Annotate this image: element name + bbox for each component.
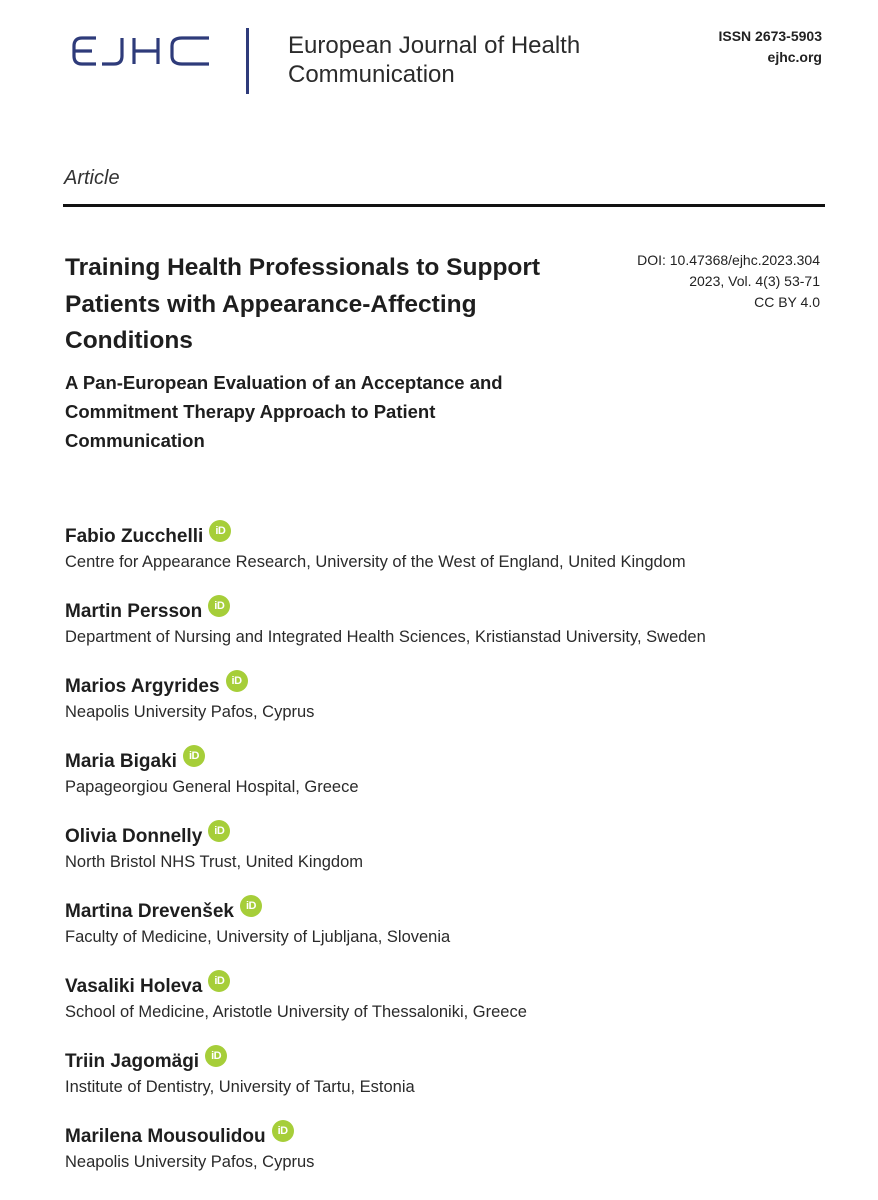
author-entry [65,1048,855,1123]
article-title: Training Health Professionals to Support Patients with Appearance-Affecting Conditions [65,254,541,354]
author-affiliation: School of Medicine, Aristotle University of Thessaloniki, Greece [65,1003,527,1021]
author-affiliation: Faculty of Medicine, University of Ljubljana, Slovenia [65,928,451,946]
orcid-icon[interactable]: iD [208,820,230,842]
website-link[interactable]: ejhc.org [767,49,822,65]
header-rule [63,204,825,207]
journal-name: European Journal of Health Communication [288,32,581,88]
author-affiliation: Neapolis University Pafos, Cyprus [65,703,315,721]
author-name: Vasaliki Holeva [65,976,203,997]
author-entry [65,1123,855,1198]
orcid-icon[interactable]: iD [209,520,231,542]
logo-divider [246,28,249,94]
orcid-icon[interactable]: iD [183,745,205,767]
author-entry [65,973,855,1048]
orcid-icon[interactable]: iD [272,1120,294,1142]
author-affiliation: Neapolis University Pafos, Cyprus [65,1153,315,1171]
author-name: Maria Bigaki [65,751,177,772]
orcid-icon[interactable]: iD [226,670,248,692]
author-entry [65,673,855,748]
article-subtitle: A Pan-European Evaluation of an Acceptance and Commitment Therapy Approach to Patient Communication [65,372,503,451]
author-entry [65,748,855,823]
article-meta [637,250,820,313]
doi-link[interactable]: DOI: 10.47368/ejhc.2023.304 [637,252,820,268]
orcid-icon[interactable]: iD [208,595,230,617]
author-entry [65,523,855,598]
author-entry [65,823,855,898]
author-affiliation: North Bristol NHS Trust, United Kingdom [65,853,364,871]
author-name: Martin Persson [65,601,203,622]
author-affiliation: Centre for Appearance Research, University of the West of England, United Kingdom [65,553,686,571]
author-name: Olivia Donnelly [65,826,203,847]
author-affiliation: Department of Nursing and Integrated Health Sciences, Kristianstad University, Sweden [65,628,706,646]
author-list [65,523,855,1198]
author-affiliation: Institute of Dentistry, University of Tartu, Estonia [65,1078,415,1096]
author-name: Fabio Zucchelli [65,526,204,547]
author-name: Triin Jagomägi [65,1051,200,1072]
orcid-icon[interactable]: iD [205,1045,227,1067]
author-entry [65,598,855,673]
author-name: Martina Drevenšek [65,901,234,922]
author-entry [65,898,855,973]
issn-block [718,26,822,68]
orcid-icon[interactable]: iD [208,970,230,992]
article-type: Article [64,167,120,189]
author-name: Marios Argyrides [65,676,220,697]
author-affiliation: Papageorgiou General Hospital, Greece [65,778,359,796]
journal-logo [72,36,212,71]
author-name: Marilena Mousoulidou [65,1126,266,1147]
orcid-icon[interactable]: iD [240,895,262,917]
volume-info: 2023, Vol. 4(3) 53-71 [689,273,820,289]
license[interactable]: CC BY 4.0 [754,294,820,310]
issn: ISSN 2673-5903 [718,28,822,44]
